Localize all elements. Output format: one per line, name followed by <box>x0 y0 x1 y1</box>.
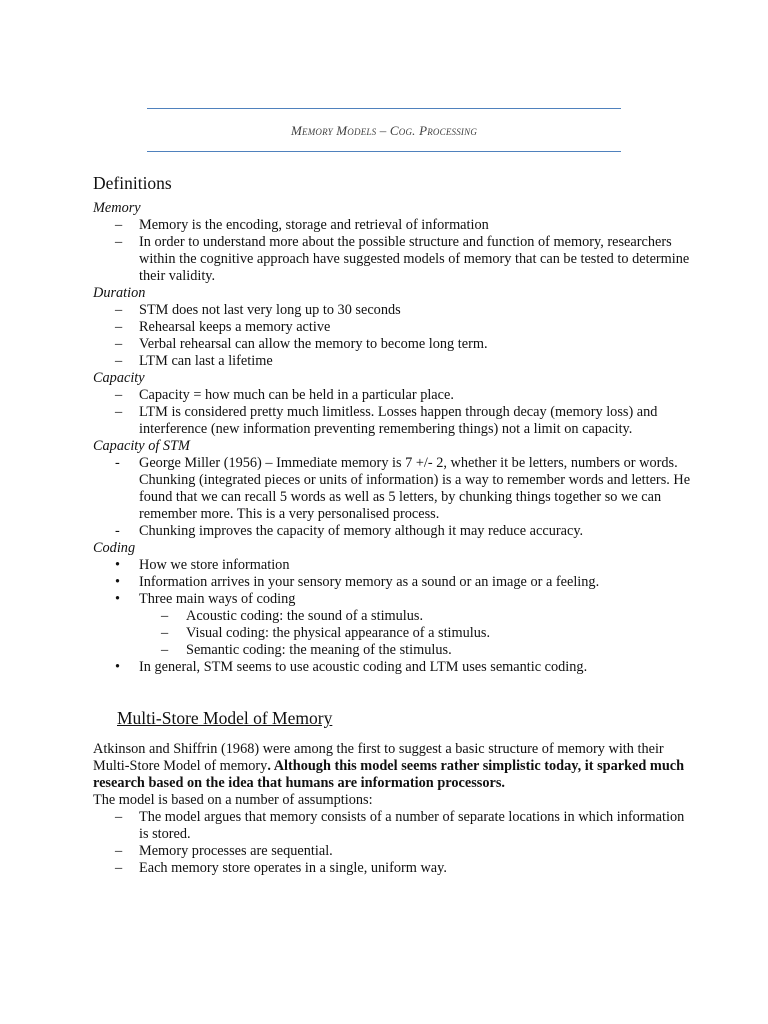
capacity-subheading: Capacity <box>93 370 145 386</box>
duration-subheading: Duration <box>93 285 146 301</box>
list-item: - Chunking improves the capacity of memory although it may reduce accuracy. <box>115 523 584 539</box>
document-body <box>93 172 693 877</box>
header-rule-top <box>147 108 621 109</box>
coding-subheading: Coding <box>93 540 136 556</box>
list-item: – Semantic coding: the meaning of the stimulus. <box>161 642 452 658</box>
running-header: Memory Models – Cog. Processing <box>290 123 478 138</box>
memory-list <box>93 217 693 285</box>
list-item: – In order to understand more about the possible structure and function of memory, researchers within the cognitive approach have suggested models of memory that can be tested to determine their validity. <box>115 234 690 284</box>
list-item: – STM does not last very long up to 30 seconds <box>115 302 401 318</box>
list-item: – Each memory store operates in a single, uniform way. <box>115 860 447 876</box>
list-item: – Memory processes are sequential. <box>115 843 333 859</box>
list-item: – LTM is considered pretty much limitless. Losses happen through decay (memory loss) and interference (new information preventing remembering things) not a limit on capacity. <box>115 404 658 437</box>
header-rule-bottom <box>147 151 621 152</box>
coding-list <box>93 557 693 676</box>
list-item: – LTM can last a lifetime <box>115 353 273 369</box>
list-item: • Three main ways of coding <box>115 591 296 607</box>
list-item: – Capacity = how much can be held in a particular place. <box>115 387 454 403</box>
list-item: – Rehearsal keeps a memory active <box>115 319 331 335</box>
list-item: • Information arrives in your sensory memory as a sound or an image or a feeling. <box>115 574 600 590</box>
list-item: – Verbal rehearsal can allow the memory to become long term. <box>115 336 488 352</box>
capacity-stm-subheading: Capacity of STM <box>93 438 190 454</box>
list-item: - George Miller (1956) – Immediate memory is 7 +/- 2, whether it be letters, numbers or words. Chunking (integrated pieces or units of information) is a way to remember words and letters. He found that we can recall 5 words as well as 5 letters, by chunking things together so we can remember more. This is a very personalised process. <box>115 455 691 522</box>
list-item: • In general, STM seems to use acoustic coding and LTM uses semantic coding. <box>115 659 588 675</box>
capacity-list <box>93 387 693 438</box>
duration-list <box>93 302 693 370</box>
list-item: – Visual coding: the physical appearance of a stimulus. <box>161 625 491 641</box>
list-item: – Acoustic coding: the sound of a stimulus. <box>161 608 424 624</box>
memory-subheading: Memory <box>93 200 141 216</box>
multistore-assumptions-intro: The model is based on a number of assumptions: <box>93 792 373 808</box>
multistore-intro: Atkinson and Shiffrin (1968) were among the first to suggest a basic structure of memory with their Multi-Store Model of memory. Although this model seems rather simplistic today, it sparked much research based on the idea that humans are information processors. <box>93 741 685 791</box>
capacity-stm-list <box>93 455 693 540</box>
list-item: • How we store information <box>115 557 290 573</box>
assumptions-list <box>93 809 693 877</box>
multistore-heading: Multi-Store Model of Memory <box>117 708 333 728</box>
definitions-heading: Definitions <box>93 173 172 193</box>
list-item: – The model argues that memory consists of a number of separate locations in which information is stored. <box>115 809 685 842</box>
list-item: – Memory is the encoding, storage and retrieval of information <box>115 217 489 233</box>
